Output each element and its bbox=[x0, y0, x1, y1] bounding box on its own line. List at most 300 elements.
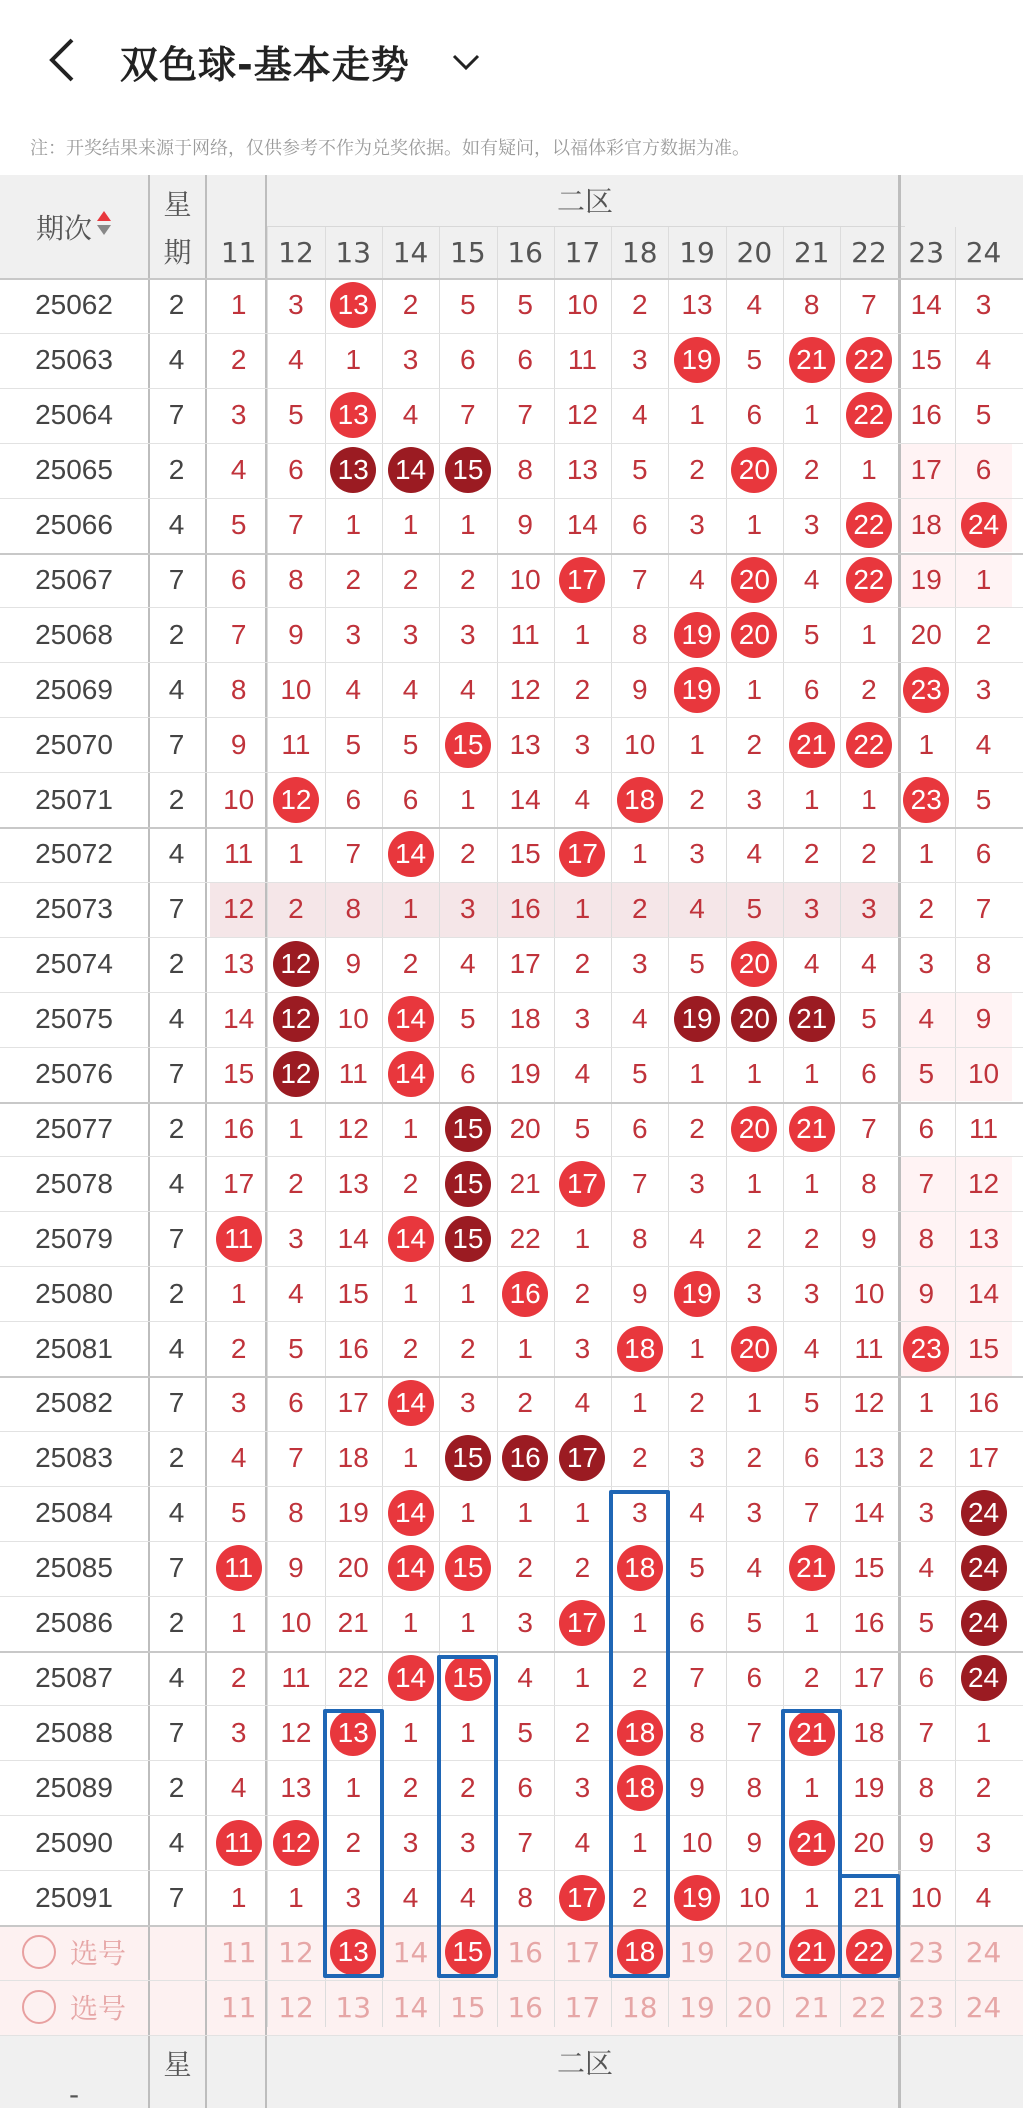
miss-count: 1 bbox=[230, 1607, 247, 1639]
miss-count: 1 bbox=[803, 1607, 820, 1639]
miss-count: 18 bbox=[910, 509, 942, 541]
miss-count: 5 bbox=[746, 1607, 763, 1639]
miss-count: 3 bbox=[803, 509, 820, 541]
miss-count: 1 bbox=[918, 838, 935, 870]
miss-count: 3 bbox=[975, 673, 992, 705]
miss-count: 9 bbox=[689, 1771, 705, 1803]
miss-count: 6 bbox=[517, 1771, 533, 1803]
selected-number-ball[interactable]: 21 bbox=[789, 1929, 835, 1975]
pick-row-toggle[interactable] bbox=[0, 1980, 148, 2035]
miss-count: 1 bbox=[746, 673, 763, 705]
weekday-value: 4 bbox=[168, 1497, 185, 1529]
ball-cell bbox=[210, 1211, 267, 1266]
selected-number-ball[interactable]: 15 bbox=[445, 1929, 491, 1975]
drawn-number-ball: 24 bbox=[961, 502, 1007, 548]
miss-count: 16 bbox=[223, 1112, 255, 1144]
weekday-value: 2 bbox=[168, 1112, 185, 1144]
miss-count: 17 bbox=[337, 1387, 369, 1419]
miss-count: 4 bbox=[517, 1661, 533, 1693]
miss-count: 3 bbox=[918, 1497, 935, 1529]
miss-count: 2 bbox=[402, 289, 419, 321]
drawn-number-ball: 18 bbox=[617, 1710, 663, 1756]
miss-count: 11 bbox=[854, 1332, 884, 1364]
miss-count: 21 bbox=[853, 1881, 885, 1913]
miss-count: 7 bbox=[918, 1716, 935, 1748]
drawn-number-ball: 20 bbox=[731, 1326, 777, 1372]
pick-number[interactable]: 14 bbox=[392, 1990, 429, 2024]
miss-count: 8 bbox=[517, 454, 533, 486]
drawn-number-ball: 22 bbox=[846, 392, 892, 438]
miss-count: 5 bbox=[345, 728, 362, 760]
ball-cell bbox=[668, 662, 725, 717]
drawn-number-ball: 18 bbox=[617, 1765, 663, 1811]
miss-count: 14 bbox=[337, 1222, 369, 1254]
drawn-number-ball: 15 bbox=[445, 722, 491, 768]
miss-count: 6 bbox=[288, 454, 304, 486]
miss-count: 4 bbox=[230, 1442, 247, 1474]
page-title: 双色球-基本走势 bbox=[120, 43, 410, 87]
miss-count: 8 bbox=[288, 563, 304, 595]
chevron-down-icon[interactable] bbox=[448, 44, 484, 80]
miss-count: 10 bbox=[280, 1607, 312, 1639]
pick-number[interactable]: 12 bbox=[278, 1935, 314, 1969]
ball-cell bbox=[840, 717, 897, 772]
miss-count: 8 bbox=[517, 1881, 533, 1913]
miss-count: 4 bbox=[746, 1552, 763, 1584]
ball-cell bbox=[840, 498, 897, 553]
pick-row-toggle[interactable] bbox=[0, 1925, 148, 1980]
issue-number: 25071 bbox=[35, 783, 113, 815]
ball-cell bbox=[267, 1815, 324, 1870]
issue-number: 25088 bbox=[35, 1716, 113, 1748]
ball-cell bbox=[554, 553, 611, 608]
miss-count: 2 bbox=[574, 1277, 591, 1309]
pick-number[interactable]: 19 bbox=[679, 1935, 715, 1969]
miss-count: 2 bbox=[460, 1771, 476, 1803]
miss-count: 1 bbox=[574, 893, 591, 925]
miss-count: 11 bbox=[281, 1661, 311, 1693]
pick-number[interactable]: 20 bbox=[736, 1935, 773, 1969]
weekday-value: 7 bbox=[168, 563, 185, 595]
miss-count: 6 bbox=[689, 1607, 705, 1639]
weekday-value: 7 bbox=[168, 728, 185, 760]
pick-number[interactable]: 24 bbox=[965, 1990, 1002, 2024]
ball-cell bbox=[210, 1815, 267, 1870]
drawn-number-ball: 21 bbox=[789, 337, 835, 383]
miss-count: 15 bbox=[853, 1552, 885, 1584]
pick-number[interactable]: 14 bbox=[392, 1935, 429, 1969]
pick-number[interactable]: 17 bbox=[564, 1990, 601, 2024]
miss-count: 3 bbox=[803, 1277, 820, 1309]
drawn-number-ball: 14 bbox=[388, 1051, 434, 1097]
miss-count: 2 bbox=[402, 563, 419, 595]
repeat-number-ball: 24 bbox=[961, 1600, 1007, 1646]
ball-cell bbox=[611, 1321, 668, 1376]
column-header: 24 bbox=[965, 235, 1002, 269]
miss-count: 15 bbox=[509, 838, 541, 870]
repeat-number-ball: 24 bbox=[961, 1655, 1007, 1701]
ball-cell bbox=[783, 333, 840, 388]
pick-number[interactable]: 11 bbox=[220, 1935, 257, 1969]
column-header: 11 bbox=[220, 235, 257, 269]
ball-cell bbox=[898, 662, 955, 717]
ball-cell bbox=[325, 443, 382, 498]
ball-cell bbox=[210, 1541, 267, 1596]
miss-count: 22 bbox=[509, 1222, 541, 1254]
miss-count: 5 bbox=[631, 454, 648, 486]
miss-count: 1 bbox=[288, 838, 304, 870]
miss-count: 4 bbox=[861, 948, 877, 980]
miss-count: 2 bbox=[402, 1167, 419, 1199]
miss-count: 10 bbox=[223, 783, 255, 815]
miss-count: 3 bbox=[746, 783, 763, 815]
drawn-number-ball: 18 bbox=[617, 1545, 663, 1591]
miss-count: 11 bbox=[281, 728, 311, 760]
ball-cell bbox=[955, 1651, 1012, 1706]
weekday-value: 4 bbox=[168, 1661, 185, 1693]
miss-count: 5 bbox=[288, 399, 304, 431]
miss-count: 6 bbox=[517, 344, 533, 376]
repeat-number-ball: 15 bbox=[445, 1216, 491, 1262]
miss-count: 1 bbox=[861, 618, 877, 650]
miss-count: 3 bbox=[746, 1497, 763, 1529]
miss-count: 12 bbox=[280, 1716, 312, 1748]
miss-count: 5 bbox=[746, 344, 763, 376]
miss-count: 3 bbox=[574, 1771, 591, 1803]
miss-count: 4 bbox=[460, 948, 476, 980]
miss-count: 20 bbox=[853, 1826, 885, 1858]
miss-count: 1 bbox=[460, 1716, 476, 1748]
ball-cell bbox=[325, 278, 382, 333]
miss-count: 5 bbox=[803, 1387, 820, 1419]
miss-count: 2 bbox=[345, 1826, 362, 1858]
miss-count: 2 bbox=[631, 1881, 648, 1913]
ball-cell bbox=[382, 1541, 439, 1596]
drawn-number-ball: 19 bbox=[674, 667, 720, 713]
repeat-number-ball: 12 bbox=[273, 996, 319, 1042]
miss-count: 2 bbox=[746, 1442, 763, 1474]
pick-number[interactable]: 16 bbox=[507, 1935, 543, 1969]
miss-count: 4 bbox=[574, 1387, 591, 1419]
ball-cell bbox=[840, 388, 897, 443]
miss-count: 2 bbox=[574, 673, 591, 705]
ball-cell bbox=[726, 1321, 783, 1376]
issue-number: 25083 bbox=[35, 1442, 113, 1474]
ball-cell bbox=[726, 607, 783, 662]
miss-count: 4 bbox=[402, 673, 419, 705]
miss-count: 1 bbox=[746, 1387, 763, 1419]
weekday-value: 7 bbox=[168, 1552, 185, 1584]
column-header: 23 bbox=[908, 235, 945, 269]
miss-count: 1 bbox=[918, 1387, 935, 1419]
pick-number[interactable]: 13 bbox=[335, 1990, 372, 2024]
column-header: 12 bbox=[278, 235, 314, 269]
miss-count: 2 bbox=[574, 1552, 591, 1584]
weekday-value: 7 bbox=[168, 1881, 185, 1913]
miss-count: 4 bbox=[746, 289, 763, 321]
drawn-number-ball: 14 bbox=[388, 1490, 434, 1536]
column-header: 16 bbox=[507, 235, 543, 269]
repeat-number-ball: 14 bbox=[388, 447, 434, 493]
miss-count: 6 bbox=[975, 454, 992, 486]
miss-count: 2 bbox=[345, 563, 362, 595]
chevron-left-icon[interactable] bbox=[38, 28, 88, 92]
weekday-value: 4 bbox=[168, 509, 185, 541]
ball-cell bbox=[668, 1266, 725, 1321]
miss-count: 1 bbox=[746, 509, 763, 541]
miss-count: 4 bbox=[574, 783, 591, 815]
ball-cell bbox=[840, 333, 897, 388]
miss-count: 10 bbox=[280, 673, 312, 705]
pick-row-label: 选号 bbox=[69, 1992, 126, 2026]
miss-count: 10 bbox=[910, 1881, 942, 1913]
issue-number: 25070 bbox=[35, 728, 113, 760]
miss-count: 7 bbox=[631, 563, 648, 595]
data-source-notice: 注：开奖结果来源于网络，仅供参考不作为兑奖依据。如有疑问，以福体彩官方数据为准。 bbox=[30, 138, 750, 159]
weekday-value: 2 bbox=[168, 1771, 185, 1803]
pick-number[interactable]: 12 bbox=[278, 1990, 314, 2024]
miss-count: 3 bbox=[574, 1332, 591, 1364]
trend-table bbox=[0, 175, 1023, 2108]
weekday-value: 2 bbox=[168, 948, 185, 980]
miss-count: 16 bbox=[910, 399, 942, 431]
miss-count: 19 bbox=[509, 1058, 541, 1090]
selected-number-ball[interactable]: 22 bbox=[846, 1929, 892, 1975]
miss-count: 3 bbox=[689, 1167, 705, 1199]
miss-count: 8 bbox=[861, 1167, 877, 1199]
zone-label: 二区 bbox=[556, 185, 613, 218]
miss-count: 12 bbox=[566, 399, 599, 431]
miss-count: 4 bbox=[345, 673, 362, 705]
miss-count: 10 bbox=[967, 1058, 1000, 1090]
drawn-number-ball: 22 bbox=[846, 557, 892, 603]
drawn-number-ball: 20 bbox=[731, 1106, 777, 1152]
ball-cell bbox=[955, 1486, 1012, 1541]
selected-number-ball[interactable]: 18 bbox=[617, 1929, 663, 1975]
header-bar bbox=[0, 0, 1023, 120]
selected-number-ball[interactable]: 13 bbox=[330, 1929, 376, 1975]
miss-count: 10 bbox=[509, 563, 541, 595]
miss-count: 1 bbox=[689, 399, 705, 431]
drawn-number-ball: 21 bbox=[789, 1545, 835, 1591]
miss-count: 3 bbox=[689, 509, 705, 541]
miss-count: 2 bbox=[288, 893, 304, 925]
ball-cell bbox=[382, 443, 439, 498]
miss-count: 5 bbox=[689, 948, 705, 980]
miss-count: 4 bbox=[689, 563, 705, 595]
miss-count: 2 bbox=[689, 1112, 705, 1144]
miss-count: 6 bbox=[631, 509, 648, 541]
issue-number: 25068 bbox=[35, 618, 113, 650]
issue-header-label: 期次 bbox=[35, 211, 92, 245]
issue-number: 25069 bbox=[35, 673, 113, 705]
miss-count: 2 bbox=[975, 618, 992, 650]
pick-number[interactable]: 16 bbox=[507, 1990, 543, 2024]
repeat-number-ball: 13 bbox=[330, 447, 376, 493]
drawn-number-ball: 21 bbox=[789, 1710, 835, 1756]
miss-count: 3 bbox=[574, 728, 591, 760]
miss-count: 5 bbox=[975, 399, 992, 431]
miss-count: 7 bbox=[517, 1826, 533, 1858]
miss-count: 3 bbox=[631, 344, 648, 376]
pick-number[interactable]: 15 bbox=[450, 1990, 486, 2024]
miss-count: 3 bbox=[402, 618, 419, 650]
selection-highlight-box bbox=[781, 1709, 842, 1978]
pick-number[interactable]: 23 bbox=[908, 1990, 945, 2024]
ball-cell bbox=[554, 1156, 611, 1211]
miss-count: 7 bbox=[345, 838, 362, 870]
miss-count: 1 bbox=[631, 1607, 648, 1639]
pick-number[interactable]: 20 bbox=[736, 1990, 773, 2024]
drawn-number-ball: 19 bbox=[674, 1875, 720, 1921]
miss-count: 4 bbox=[460, 1881, 476, 1913]
pick-number[interactable]: 22 bbox=[851, 1990, 887, 2024]
radio-icon[interactable] bbox=[22, 1990, 56, 2024]
weekday-value: 4 bbox=[168, 1167, 185, 1199]
miss-count: 3 bbox=[402, 344, 419, 376]
weekday-value: 4 bbox=[168, 838, 185, 870]
sort-icon[interactable] bbox=[96, 209, 112, 244]
miss-count: 19 bbox=[910, 563, 942, 595]
weekday-value: 2 bbox=[168, 1277, 185, 1309]
miss-count: 11 bbox=[567, 344, 597, 376]
drawn-number-ball: 21 bbox=[789, 722, 835, 768]
ball-cell bbox=[898, 1321, 955, 1376]
miss-count: 1 bbox=[402, 1112, 419, 1144]
issue-number: 25082 bbox=[35, 1387, 113, 1419]
miss-count: 1 bbox=[803, 1167, 820, 1199]
miss-count: 1 bbox=[345, 344, 362, 376]
ball-cell bbox=[726, 1102, 783, 1157]
miss-count: 6 bbox=[460, 1058, 476, 1090]
miss-count: 1 bbox=[746, 1058, 763, 1090]
radio-icon[interactable] bbox=[22, 1935, 56, 1969]
miss-count: 4 bbox=[918, 1552, 935, 1584]
issue-number: 25091 bbox=[35, 1881, 113, 1913]
issue-number: 25075 bbox=[35, 1003, 113, 1035]
miss-count: 16 bbox=[337, 1332, 369, 1364]
miss-count: 21 bbox=[337, 1607, 369, 1639]
drawn-number-ball: 19 bbox=[674, 612, 720, 658]
column-header: 22 bbox=[851, 235, 887, 269]
repeat-number-ball: 16 bbox=[502, 1435, 548, 1481]
pick-number[interactable]: 23 bbox=[908, 1935, 945, 1969]
weekday-value: 2 bbox=[168, 618, 185, 650]
ball-cell bbox=[439, 443, 496, 498]
miss-count: 2 bbox=[517, 1552, 533, 1584]
miss-count: 2 bbox=[631, 289, 648, 321]
pick-number[interactable]: 17 bbox=[564, 1935, 601, 1969]
selection-highlight-box bbox=[323, 1709, 384, 1978]
drawn-number-ball: 16 bbox=[502, 1271, 548, 1317]
miss-count: 4 bbox=[288, 1277, 304, 1309]
miss-count: 19 bbox=[853, 1771, 885, 1803]
miss-count: 1 bbox=[288, 1881, 304, 1913]
issue-number: 25089 bbox=[35, 1771, 113, 1803]
pick-number[interactable]: 21 bbox=[793, 1990, 830, 2024]
miss-count: 16 bbox=[509, 893, 541, 925]
miss-count: 12 bbox=[509, 673, 541, 705]
weekday-value: 4 bbox=[168, 344, 185, 376]
repeat-number-ball: 15 bbox=[445, 1106, 491, 1152]
miss-count: 2 bbox=[861, 673, 877, 705]
miss-count: 7 bbox=[861, 1112, 877, 1144]
miss-count: 16 bbox=[853, 1607, 885, 1639]
miss-count: 4 bbox=[402, 1881, 419, 1913]
pick-number[interactable]: 18 bbox=[621, 1990, 658, 2024]
miss-count: 5 bbox=[918, 1058, 935, 1090]
weekday-value: 4 bbox=[168, 1826, 185, 1858]
miss-count: 9 bbox=[288, 1552, 304, 1584]
ball-cell bbox=[955, 1596, 1012, 1651]
miss-count: 4 bbox=[746, 838, 763, 870]
drawn-number-ball: 19 bbox=[674, 337, 720, 383]
miss-count: 3 bbox=[402, 1826, 419, 1858]
miss-count: 10 bbox=[853, 1277, 885, 1309]
ball-cell bbox=[554, 1870, 611, 1925]
issue-header[interactable] bbox=[0, 175, 148, 278]
issue-number: 25080 bbox=[35, 1277, 113, 1309]
miss-count: 7 bbox=[803, 1497, 820, 1529]
repeat-number-ball: 20 bbox=[731, 996, 777, 1042]
miss-count: 1 bbox=[689, 1332, 705, 1364]
miss-count: 9 bbox=[918, 1277, 935, 1309]
miss-count: 8 bbox=[746, 1771, 763, 1803]
miss-count: 2 bbox=[574, 948, 591, 980]
pick-number[interactable]: 24 bbox=[965, 1935, 1002, 1969]
miss-count: 9 bbox=[918, 1826, 935, 1858]
miss-count: 18 bbox=[509, 1003, 541, 1035]
miss-count: 8 bbox=[230, 673, 247, 705]
column-header: 19 bbox=[679, 235, 715, 269]
miss-count: 2 bbox=[631, 1442, 648, 1474]
miss-count: 10 bbox=[337, 1003, 369, 1035]
drawn-number-ball: 13 bbox=[330, 392, 376, 438]
miss-count: 4 bbox=[689, 1497, 705, 1529]
miss-count: 6 bbox=[631, 1112, 648, 1144]
miss-count: 2 bbox=[402, 1771, 419, 1803]
miss-count: 8 bbox=[803, 289, 820, 321]
column-header: 13 bbox=[335, 235, 372, 269]
miss-count: 17 bbox=[967, 1442, 1000, 1474]
drawn-number-ball: 23 bbox=[903, 777, 949, 823]
miss-count: 11 bbox=[224, 838, 254, 870]
miss-count: 1 bbox=[574, 618, 591, 650]
miss-count: 6 bbox=[975, 838, 992, 870]
miss-count: 5 bbox=[631, 1058, 648, 1090]
pick-number[interactable]: 19 bbox=[679, 1990, 715, 2024]
repeat-number-ball: 24 bbox=[961, 1545, 1007, 1591]
ball-cell bbox=[267, 992, 324, 1047]
ball-cell bbox=[783, 992, 840, 1047]
miss-count: 16 bbox=[967, 1387, 1000, 1419]
drawn-number-ball: 13 bbox=[330, 1710, 376, 1756]
drawn-number-ball: 15 bbox=[445, 1545, 491, 1591]
pick-number[interactable]: 11 bbox=[220, 1990, 257, 2024]
miss-count: 1 bbox=[460, 1277, 476, 1309]
miss-count: 1 bbox=[574, 1497, 591, 1529]
miss-count: 3 bbox=[975, 1826, 992, 1858]
miss-count: 7 bbox=[918, 1167, 935, 1199]
weekday-value: 7 bbox=[168, 893, 185, 925]
miss-count: 2 bbox=[574, 1716, 591, 1748]
footer-dash: - bbox=[68, 2078, 80, 2108]
weekday-value: 7 bbox=[168, 1222, 185, 1254]
issue-number: 25085 bbox=[35, 1552, 113, 1584]
ball-cell bbox=[382, 1651, 439, 1706]
weekday-value: 4 bbox=[168, 1003, 185, 1035]
weekday-value: 4 bbox=[168, 1332, 185, 1364]
